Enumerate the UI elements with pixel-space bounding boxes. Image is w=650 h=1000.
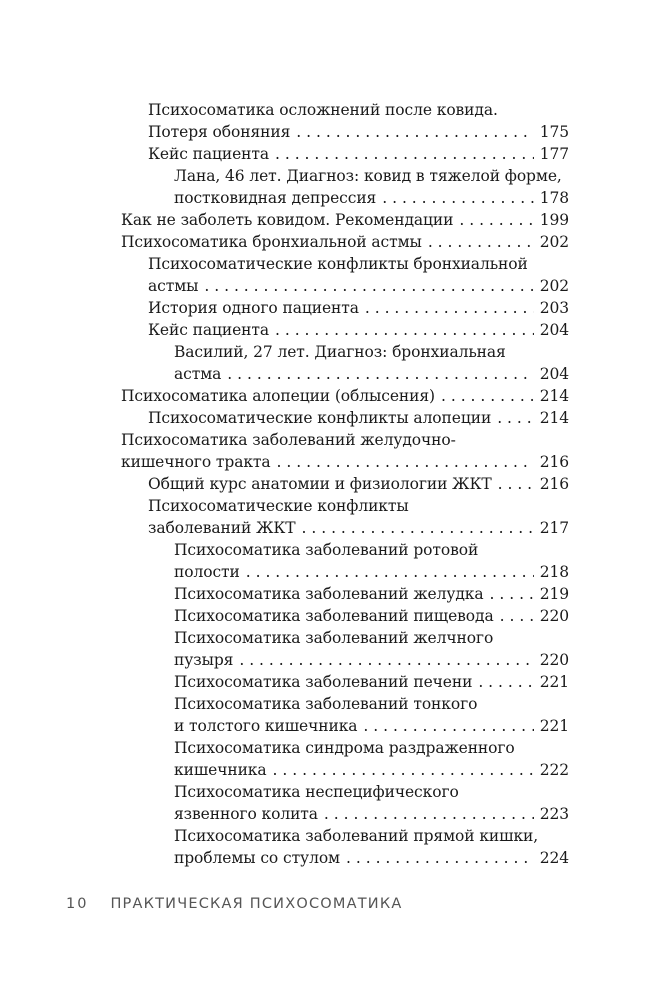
toc-entry[interactable] [148,297,569,319]
dot-leader [478,671,533,693]
dot-leader [490,583,534,605]
toc-entry-page: 214 [539,409,569,427]
toc-entry-page: 178 [539,189,569,207]
dot-leader [277,451,534,473]
toc-entry-title: Психосоматика заболеваний ротовой [174,541,479,559]
toc-entry[interactable] [148,99,569,143]
book-title: ПРАКТИЧЕСКАЯ ПСИХОСОМАТИКА [110,896,403,912]
toc-entry[interactable] [174,627,569,671]
toc-entry-page: 219 [539,585,569,603]
toc-entry[interactable] [148,473,569,495]
toc-entry[interactable] [174,539,569,583]
dot-leader [227,363,533,385]
toc-entry[interactable] [121,209,569,231]
running-footer [66,896,402,912]
toc-entry-title-continued: язвенного колита [174,805,318,823]
dot-leader [273,759,534,781]
toc-entry-title: Кейс пациента [148,145,269,163]
toc-entry-title: Психосоматика алопеции (облысения) [121,387,435,405]
toc-entry-page: 216 [539,453,569,471]
toc-entry-title: Психосоматические конфликты [148,497,409,515]
toc-entry[interactable] [148,319,569,341]
dot-leader [275,319,534,341]
dot-leader [346,847,534,869]
toc-entry-page: 218 [539,563,569,581]
toc-entry-title: Психосоматика заболеваний желудочно- [121,431,456,449]
dot-leader [204,275,533,297]
dot-leader [296,121,533,143]
dot-leader [497,407,534,429]
toc-entry[interactable] [121,231,569,253]
toc-entry-page: 220 [539,607,569,625]
toc-entry-title-continued: астма [174,365,222,383]
toc-entry-page: 204 [539,321,569,339]
toc-entry[interactable] [148,407,569,429]
toc-entry-title: Психосоматика бронхиальной астмы [121,233,422,251]
toc-entry-title-continued: полости [174,563,240,581]
dot-leader [500,605,534,627]
dot-leader [246,561,534,583]
toc-entry-page: 203 [539,299,569,317]
toc-entry[interactable] [148,143,569,165]
toc-entry[interactable] [174,693,569,737]
toc-entry-page: 175 [539,123,569,141]
toc-entry-title: Лана, 46 лет. Диагноз: ковид в тяжелой форме, [174,167,562,185]
toc-entry-page: 177 [539,145,569,163]
dot-leader [498,473,534,495]
toc-entry[interactable] [121,429,569,473]
dot-leader [365,297,534,319]
toc-entry-title: Психосоматика осложнений после ковида. [148,101,498,119]
toc-entry-page: 204 [539,365,569,383]
toc-entry-title: Как не заболеть ковидом. Рекомендации [121,211,454,229]
toc-entry-title: Кейс пациента [148,321,269,339]
toc-entry-page: 216 [539,475,569,493]
toc-entry[interactable] [174,165,569,209]
toc-entry-title: Василий, 27 лет. Диагноз: бронхиальная [174,343,506,361]
toc-entry[interactable] [174,671,569,693]
toc-entry-title-continued: проблемы со стулом [174,849,341,867]
toc-entry-title: Психосоматика заболеваний желчного [174,629,494,647]
toc-entry-page: 202 [539,277,569,295]
dot-leader [324,803,534,825]
dot-leader [239,649,533,671]
toc-entry-page: 217 [539,519,569,537]
toc-entry-title-continued: астмы [148,277,199,295]
toc-entry-title: Общий курс анатомии и физиологии ЖКТ [148,475,492,493]
toc-entry[interactable] [174,605,569,627]
toc-entry-title-continued: и толстого кишечника [174,717,358,735]
toc-entry-page: 199 [539,211,569,229]
toc-entry[interactable] [121,385,569,407]
toc-entry-title: Психосоматика заболеваний тонкого [174,695,478,713]
toc-entry-title: Психосоматика синдрома раздраженного [174,739,515,757]
toc-entry-title: Психосоматические конфликты алопеции [148,409,492,427]
toc-entry[interactable] [174,583,569,605]
toc-entry-page: 222 [539,761,569,779]
toc-entry-page: 223 [539,805,569,823]
toc-entry-title: Психосоматические конфликты бронхиальной [148,255,528,273]
toc-entry-title-continued: постковидная депрессия [174,189,377,207]
toc-entry-page: 221 [539,717,569,735]
toc-entry-title: Психосоматика заболеваний прямой кишки, [174,827,539,845]
toc-entry-title: История одного пациента [148,299,359,317]
toc-entry-title: Психосоматика неспецифического [174,783,459,801]
toc-entry-title-continued: кишечного тракта [121,453,271,471]
toc-entry-title-continued: пузыря [174,651,234,669]
toc-entry[interactable] [174,341,569,385]
dot-leader [441,385,534,407]
dot-leader [275,143,534,165]
toc-entry-page: 202 [539,233,569,251]
dot-leader [382,187,533,209]
dot-leader [363,715,533,737]
toc-entry[interactable] [148,253,569,297]
toc-entry-title-continued: кишечника [174,761,267,779]
dot-leader [459,209,533,231]
toc-entry-title: Психосоматика заболеваний желудка [174,585,484,603]
toc-entry[interactable] [174,737,569,781]
toc-entry-title: Психосоматика заболеваний пищевода [174,607,494,625]
toc-entry[interactable] [174,781,569,825]
toc-entry-page: 221 [539,673,569,691]
dot-leader [428,231,534,253]
toc-entry[interactable] [148,495,569,539]
toc-entry-page: 214 [539,387,569,405]
toc-entry-title-continued: заболеваний ЖКТ [148,519,296,537]
toc-entry-title-continued: Потеря обоняния [148,123,291,141]
page-number: 10 [66,896,89,912]
toc-entry-page: 224 [539,849,569,867]
toc-entry[interactable] [174,825,569,869]
toc-entry-title: Психосоматика заболеваний печени [174,673,473,691]
toc-entry-page: 220 [539,651,569,669]
dot-leader [302,517,534,539]
